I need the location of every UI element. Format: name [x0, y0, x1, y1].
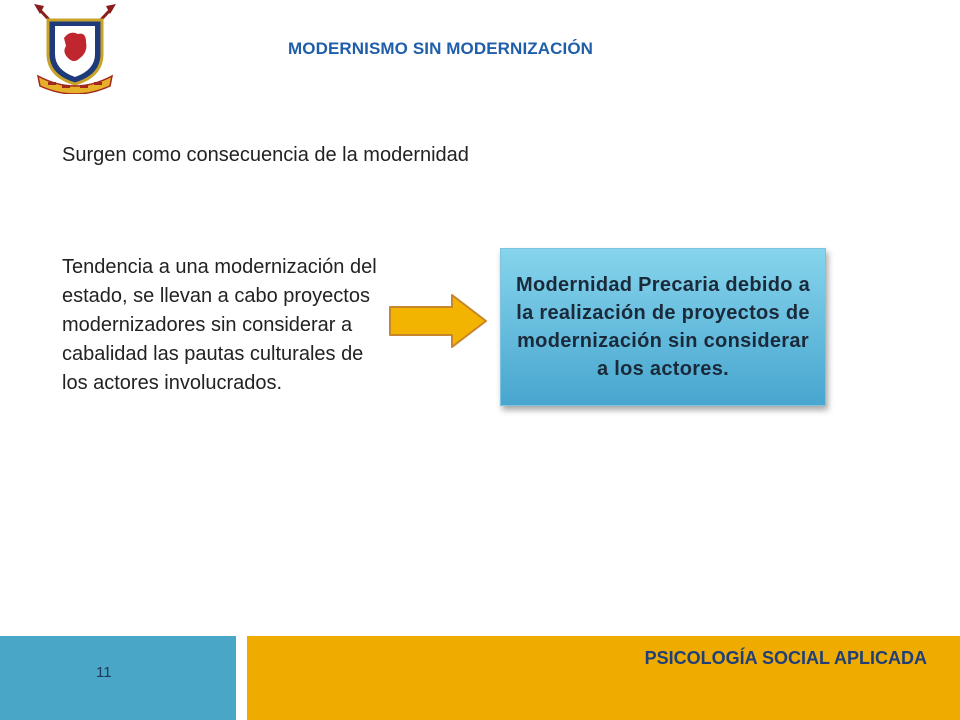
course-title: PSICOLOGÍA SOCIAL APLICADA: [644, 648, 927, 668]
footer-left-band: [0, 636, 236, 720]
university-crest-icon: [30, 2, 120, 94]
arrow-right-icon: [388, 293, 488, 349]
slide-title: MODERNISMO SIN MODERNIZACIÓN: [288, 39, 594, 58]
callout-text: Modernidad Precaria debido a la realización de proyectos de modernización sin considerar a los actores.: [515, 274, 811, 380]
body-paragraph: Tendencia a una modernización del estado, se llevan a cabo proyectos modernizadores sin considerar a cabalidad las pautas culturales de los actores involucrados.: [62, 256, 377, 394]
lead-text: Surgen como consecuencia de la modernidad: [62, 144, 469, 166]
page-number: 11: [96, 664, 112, 681]
callout-box: [500, 248, 826, 406]
